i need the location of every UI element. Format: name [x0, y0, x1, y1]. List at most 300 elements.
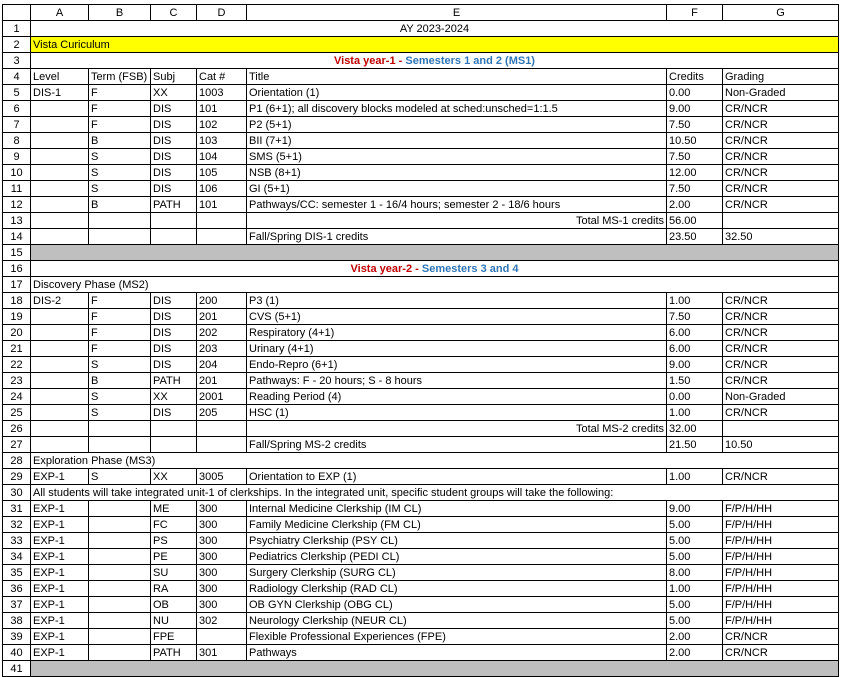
- cell[interactable]: GI (5+1): [247, 181, 667, 197]
- cell[interactable]: 2.00: [667, 197, 723, 213]
- row-header[interactable]: 27: [3, 437, 31, 453]
- cell[interactable]: 2.00: [667, 629, 723, 645]
- table-row: [3, 645, 839, 661]
- cell[interactable]: F: [89, 85, 151, 101]
- row-header[interactable]: 13: [3, 213, 31, 229]
- cell[interactable]: Family Medicine Clerkship (FM CL): [247, 517, 667, 533]
- row-header[interactable]: 16: [3, 261, 31, 277]
- curriculum-banner[interactable]: Vista Curiculum: [31, 37, 839, 53]
- cell[interactable]: EXP-1: [31, 581, 89, 597]
- cell[interactable]: [89, 437, 151, 453]
- cell[interactable]: DIS: [151, 101, 197, 117]
- row-header[interactable]: 7: [3, 117, 31, 133]
- cell[interactable]: Urinary (4+1): [247, 341, 667, 357]
- row-header[interactable]: 41: [3, 661, 31, 677]
- select-all-corner[interactable]: [3, 5, 31, 21]
- ms1-fallspring-label[interactable]: Fall/Spring DIS-1 credits: [247, 229, 667, 245]
- cell[interactable]: B: [89, 373, 151, 389]
- cell[interactable]: 1.00: [667, 469, 723, 485]
- cell[interactable]: XX: [151, 469, 197, 485]
- cell[interactable]: F: [89, 293, 151, 309]
- cell[interactable]: F: [89, 325, 151, 341]
- cell[interactable]: 205: [197, 405, 247, 421]
- cell[interactable]: EXP-1: [31, 517, 89, 533]
- cell[interactable]: [31, 421, 89, 437]
- row-header[interactable]: 40: [3, 645, 31, 661]
- cell[interactable]: HSC (1): [247, 405, 667, 421]
- cell[interactable]: 201: [197, 309, 247, 325]
- cell[interactable]: EXP-1: [31, 533, 89, 549]
- cell[interactable]: Orientation (1): [247, 85, 667, 101]
- cell[interactable]: NSB (8+1): [247, 165, 667, 181]
- cell[interactable]: [89, 421, 151, 437]
- cell[interactable]: EXP-1: [31, 597, 89, 613]
- cell[interactable]: 104: [197, 149, 247, 165]
- cell[interactable]: SMS (5+1): [247, 149, 667, 165]
- cell[interactable]: Reading Period (4): [247, 389, 667, 405]
- row-header[interactable]: 39: [3, 629, 31, 645]
- cell[interactable]: [89, 533, 151, 549]
- cell[interactable]: [31, 325, 89, 341]
- header-grading[interactable]: Grading: [723, 69, 839, 85]
- ms1-total-label[interactable]: Total MS-1 credits: [247, 213, 667, 229]
- cell[interactable]: 300: [197, 501, 247, 517]
- cell[interactable]: 301: [197, 645, 247, 661]
- cell[interactable]: [31, 357, 89, 373]
- cell[interactable]: [197, 229, 247, 245]
- header-title[interactable]: Title: [247, 69, 667, 85]
- cell[interactable]: 7.50: [667, 117, 723, 133]
- cell[interactable]: [89, 549, 151, 565]
- cell[interactable]: 6.00: [667, 325, 723, 341]
- cell[interactable]: 7.50: [667, 181, 723, 197]
- cell[interactable]: F/P/H/HH: [723, 613, 839, 629]
- cell[interactable]: RA: [151, 581, 197, 597]
- cell[interactable]: DIS: [151, 133, 197, 149]
- cell[interactable]: Endo-Repro (6+1): [247, 357, 667, 373]
- cell[interactable]: 101: [197, 101, 247, 117]
- table-row: [3, 357, 839, 373]
- cell[interactable]: 7.50: [667, 149, 723, 165]
- ms1-fall-credits[interactable]: 23.50: [667, 229, 723, 245]
- cell[interactable]: [151, 437, 197, 453]
- row-header[interactable]: 32: [3, 517, 31, 533]
- row-header[interactable]: 28: [3, 453, 31, 469]
- cell[interactable]: 300: [197, 533, 247, 549]
- ms2-fallspring-label[interactable]: Fall/Spring MS-2 credits: [247, 437, 667, 453]
- cell[interactable]: DIS: [151, 293, 197, 309]
- cell[interactable]: 1.00: [667, 293, 723, 309]
- cell[interactable]: EXP-1: [31, 469, 89, 485]
- cell[interactable]: PATH: [151, 645, 197, 661]
- cell[interactable]: S: [89, 405, 151, 421]
- table-row: [3, 117, 839, 133]
- integrated-unit-note[interactable]: All students will take integrated unit-1 of clerkships. In the integrated unit, specific student groups will take the following:: [31, 485, 839, 501]
- cell[interactable]: CR/NCR: [723, 197, 839, 213]
- cell[interactable]: [31, 149, 89, 165]
- cell[interactable]: S: [89, 469, 151, 485]
- cell[interactable]: CR/NCR: [723, 373, 839, 389]
- cell[interactable]: Pathways: [247, 645, 667, 661]
- row-header[interactable]: 24: [3, 389, 31, 405]
- cell[interactable]: DIS: [151, 325, 197, 341]
- row-header[interactable]: 21: [3, 341, 31, 357]
- row-header[interactable]: 20: [3, 325, 31, 341]
- cell[interactable]: DIS: [151, 165, 197, 181]
- cell[interactable]: [31, 341, 89, 357]
- total-row: [3, 213, 839, 229]
- row-header[interactable]: 30: [3, 485, 31, 501]
- cell[interactable]: 5.00: [667, 549, 723, 565]
- ms1-spring-credits[interactable]: 32.50: [723, 229, 839, 245]
- cell[interactable]: EXP-1: [31, 549, 89, 565]
- cell[interactable]: BII (7+1): [247, 133, 667, 149]
- row-header[interactable]: 5: [3, 85, 31, 101]
- cell[interactable]: [31, 197, 89, 213]
- cell[interactable]: Non-Graded: [723, 389, 839, 405]
- cell[interactable]: [197, 421, 247, 437]
- cell[interactable]: F/P/H/HH: [723, 565, 839, 581]
- cell[interactable]: CR/NCR: [723, 357, 839, 373]
- column-header[interactable]: E: [247, 5, 667, 21]
- cell[interactable]: 202: [197, 325, 247, 341]
- row-header[interactable]: 15: [3, 245, 31, 261]
- cell[interactable]: P2 (5+1): [247, 117, 667, 133]
- cell[interactable]: P3 (1): [247, 293, 667, 309]
- column-header[interactable]: D: [197, 5, 247, 21]
- cell[interactable]: DIS: [151, 357, 197, 373]
- cell[interactable]: 300: [197, 549, 247, 565]
- column-header[interactable]: A: [31, 5, 89, 21]
- cell[interactable]: [89, 565, 151, 581]
- cell[interactable]: F: [89, 341, 151, 357]
- cell[interactable]: [89, 581, 151, 597]
- row-header[interactable]: 31: [3, 501, 31, 517]
- cell[interactable]: F: [89, 117, 151, 133]
- cell[interactable]: 2.00: [667, 645, 723, 661]
- cell[interactable]: S: [89, 149, 151, 165]
- year2-heading[interactable]: [31, 261, 839, 277]
- column-header[interactable]: F: [667, 5, 723, 21]
- cell[interactable]: OB GYN Clerkship (OBG CL): [247, 597, 667, 613]
- discovery-phase-heading[interactable]: Discovery Phase (MS2): [31, 277, 839, 293]
- cell[interactable]: DIS: [151, 341, 197, 357]
- cell[interactable]: [89, 213, 151, 229]
- cell[interactable]: Pathways: F - 20 hours; S - 8 hours: [247, 373, 667, 389]
- row-header[interactable]: 8: [3, 133, 31, 149]
- cell[interactable]: S: [89, 357, 151, 373]
- cell[interactable]: DIS: [151, 117, 197, 133]
- cell[interactable]: Surgery Clerkship (SURG CL): [247, 565, 667, 581]
- total-row: [3, 421, 839, 437]
- cell[interactable]: CR/NCR: [723, 101, 839, 117]
- row-header[interactable]: 35: [3, 565, 31, 581]
- cell[interactable]: F/P/H/HH: [723, 501, 839, 517]
- cell[interactable]: F/P/H/HH: [723, 549, 839, 565]
- cell[interactable]: CR/NCR: [723, 309, 839, 325]
- row-header[interactable]: 22: [3, 357, 31, 373]
- cell[interactable]: [31, 309, 89, 325]
- cell[interactable]: 5.00: [667, 517, 723, 533]
- cell[interactable]: 5.00: [667, 597, 723, 613]
- cell[interactable]: XX: [151, 389, 197, 405]
- cell[interactable]: Neurology Clerkship (NEUR CL): [247, 613, 667, 629]
- row-header[interactable]: 10: [3, 165, 31, 181]
- cell[interactable]: FPE: [151, 629, 197, 645]
- sheet-row: [3, 53, 839, 69]
- cell[interactable]: [89, 517, 151, 533]
- row-header[interactable]: 23: [3, 373, 31, 389]
- cell[interactable]: 7.50: [667, 309, 723, 325]
- row-header[interactable]: 37: [3, 597, 31, 613]
- year1-suffix: Semesters 1 and 2 (MS1): [405, 54, 535, 67]
- cell[interactable]: [723, 213, 839, 229]
- cell[interactable]: [89, 613, 151, 629]
- header-subj[interactable]: Subj: [151, 69, 197, 85]
- cell[interactable]: PS: [151, 533, 197, 549]
- row-header[interactable]: 17: [3, 277, 31, 293]
- cell[interactable]: [31, 133, 89, 149]
- cell[interactable]: S: [89, 389, 151, 405]
- column-header[interactable]: C: [151, 5, 197, 21]
- cell[interactable]: 5.00: [667, 613, 723, 629]
- row-header[interactable]: 6: [3, 101, 31, 117]
- cell[interactable]: F/P/H/HH: [723, 517, 839, 533]
- cell[interactable]: DIS: [151, 309, 197, 325]
- cell[interactable]: 8.00: [667, 565, 723, 581]
- ms1-total-value[interactable]: 56.00: [667, 213, 723, 229]
- cell[interactable]: Respiratory (4+1): [247, 325, 667, 341]
- cell[interactable]: [197, 437, 247, 453]
- cell[interactable]: 1.50: [667, 373, 723, 389]
- cell[interactable]: PE: [151, 549, 197, 565]
- cell[interactable]: 300: [197, 581, 247, 597]
- cell[interactable]: CR/NCR: [723, 341, 839, 357]
- cell[interactable]: Internal Medicine Clerkship (IM CL): [247, 501, 667, 517]
- row-header[interactable]: 4: [3, 69, 31, 85]
- cell[interactable]: 6.00: [667, 341, 723, 357]
- cell[interactable]: 5.00: [667, 533, 723, 549]
- header-term[interactable]: Term (FSB): [89, 69, 151, 85]
- cell[interactable]: 10.50: [667, 133, 723, 149]
- cell[interactable]: NU: [151, 613, 197, 629]
- cell[interactable]: 9.00: [667, 501, 723, 517]
- cell[interactable]: 201: [197, 373, 247, 389]
- cell[interactable]: 300: [197, 517, 247, 533]
- cell[interactable]: F/P/H/HH: [723, 581, 839, 597]
- header-credits[interactable]: Credits: [667, 69, 723, 85]
- ms2-total-label[interactable]: Total MS-2 credits: [247, 421, 667, 437]
- cell[interactable]: EXP-1: [31, 645, 89, 661]
- cell[interactable]: 9.00: [667, 101, 723, 117]
- cell[interactable]: F: [89, 309, 151, 325]
- column-header[interactable]: B: [89, 5, 151, 21]
- row-header[interactable]: 19: [3, 309, 31, 325]
- cell[interactable]: EXP-1: [31, 629, 89, 645]
- cell[interactable]: PATH: [151, 197, 197, 213]
- cell[interactable]: [31, 437, 89, 453]
- cell[interactable]: CR/NCR: [723, 165, 839, 181]
- row-header[interactable]: 26: [3, 421, 31, 437]
- cell[interactable]: [31, 373, 89, 389]
- cell[interactable]: DIS-2: [31, 293, 89, 309]
- cell[interactable]: CR/NCR: [723, 117, 839, 133]
- cell[interactable]: 1003: [197, 85, 247, 101]
- cell[interactable]: PATH: [151, 373, 197, 389]
- cell[interactable]: B: [89, 197, 151, 213]
- cell[interactable]: CR/NCR: [723, 149, 839, 165]
- cell[interactable]: 106: [197, 181, 247, 197]
- cell[interactable]: 102: [197, 117, 247, 133]
- cell[interactable]: F/P/H/HH: [723, 533, 839, 549]
- cell[interactable]: 300: [197, 597, 247, 613]
- cell[interactable]: 203: [197, 341, 247, 357]
- cell[interactable]: CR/NCR: [723, 181, 839, 197]
- cell[interactable]: [197, 629, 247, 645]
- row-header[interactable]: 29: [3, 469, 31, 485]
- table-row: [3, 197, 839, 213]
- cell[interactable]: S: [89, 181, 151, 197]
- cell[interactable]: EXP-1: [31, 501, 89, 517]
- cell[interactable]: 302: [197, 613, 247, 629]
- header-row: [3, 69, 839, 85]
- cell[interactable]: CR/NCR: [723, 469, 839, 485]
- cell[interactable]: [31, 405, 89, 421]
- cell[interactable]: B: [89, 133, 151, 149]
- cell[interactable]: CR/NCR: [723, 325, 839, 341]
- cell[interactable]: [89, 629, 151, 645]
- table-row: [3, 101, 839, 117]
- cell[interactable]: [89, 501, 151, 517]
- table-row: [3, 549, 839, 565]
- cell[interactable]: [31, 229, 89, 245]
- row-header[interactable]: 33: [3, 533, 31, 549]
- cell[interactable]: CR/NCR: [723, 133, 839, 149]
- sheet-row: [3, 485, 839, 501]
- cell[interactable]: F/P/H/HH: [723, 597, 839, 613]
- cell[interactable]: 101: [197, 197, 247, 213]
- cell[interactable]: Pathways/CC: semester 1 - 16/4 hours; semester 2 - 18/6 hours: [247, 197, 667, 213]
- row-header[interactable]: 14: [3, 229, 31, 245]
- row-header[interactable]: 9: [3, 149, 31, 165]
- cell[interactable]: 12.00: [667, 165, 723, 181]
- cell[interactable]: [31, 181, 89, 197]
- row-header[interactable]: 38: [3, 613, 31, 629]
- sheet-title[interactable]: AY 2023-2024: [31, 21, 839, 37]
- ms2-total-value[interactable]: 32.00: [667, 421, 723, 437]
- row-header[interactable]: 18: [3, 293, 31, 309]
- header-cat[interactable]: Cat #: [197, 69, 247, 85]
- cell[interactable]: [31, 101, 89, 117]
- subtotal-row: [3, 437, 839, 453]
- row-header[interactable]: 1: [3, 21, 31, 37]
- cell[interactable]: CR/NCR: [723, 405, 839, 421]
- cell[interactable]: Radiology Clerkship (RAD CL): [247, 581, 667, 597]
- cell[interactable]: 2001: [197, 389, 247, 405]
- cell[interactable]: 204: [197, 357, 247, 373]
- table-row: [3, 341, 839, 357]
- cell[interactable]: [31, 165, 89, 181]
- cell[interactable]: S: [89, 165, 151, 181]
- row-header[interactable]: 2: [3, 37, 31, 53]
- cell[interactable]: CR/NCR: [723, 629, 839, 645]
- table-row: [3, 293, 839, 309]
- cell[interactable]: DIS: [151, 405, 197, 421]
- cell[interactable]: SU: [151, 565, 197, 581]
- ms2-fall-credits[interactable]: 21.50: [667, 437, 723, 453]
- cell[interactable]: 1.00: [667, 581, 723, 597]
- separator-row: [3, 245, 839, 261]
- row-header[interactable]: 36: [3, 581, 31, 597]
- cell[interactable]: F: [89, 101, 151, 117]
- cell[interactable]: DIS: [151, 149, 197, 165]
- cell[interactable]: [723, 421, 839, 437]
- row-header[interactable]: 12: [3, 197, 31, 213]
- cell[interactable]: 103: [197, 133, 247, 149]
- cell[interactable]: [31, 213, 89, 229]
- cell[interactable]: Pediatrics Clerkship (PEDI CL): [247, 549, 667, 565]
- cell[interactable]: [151, 421, 197, 437]
- cell[interactable]: [89, 645, 151, 661]
- cell[interactable]: 200: [197, 293, 247, 309]
- cell[interactable]: [89, 597, 151, 613]
- cell[interactable]: Psychiatry Clerkship (PSY CL): [247, 533, 667, 549]
- cell[interactable]: Non-Graded: [723, 85, 839, 101]
- cell[interactable]: 3005: [197, 469, 247, 485]
- cell[interactable]: [197, 213, 247, 229]
- row-header[interactable]: 25: [3, 405, 31, 421]
- cell[interactable]: EXP-1: [31, 565, 89, 581]
- row-header[interactable]: 11: [3, 181, 31, 197]
- gray-separator[interactable]: [31, 661, 839, 677]
- cell[interactable]: P1 (6+1); all discovery blocks modeled at sched:unsched=1:1.5: [247, 101, 667, 117]
- ms2-spring-credits[interactable]: 10.50: [723, 437, 839, 453]
- exploration-phase-heading[interactable]: Exploration Phase (MS3): [31, 453, 839, 469]
- cell[interactable]: 300: [197, 565, 247, 581]
- cell[interactable]: [31, 117, 89, 133]
- cell[interactable]: [151, 229, 197, 245]
- cell[interactable]: [31, 389, 89, 405]
- header-level[interactable]: Level: [31, 69, 89, 85]
- column-header[interactable]: G: [723, 5, 839, 21]
- row-header[interactable]: 34: [3, 549, 31, 565]
- gray-separator[interactable]: [31, 245, 839, 261]
- cell[interactable]: CR/NCR: [723, 293, 839, 309]
- cell[interactable]: ME: [151, 501, 197, 517]
- cell[interactable]: 1.00: [667, 405, 723, 421]
- cell[interactable]: DIS-1: [31, 85, 89, 101]
- cell[interactable]: [151, 213, 197, 229]
- cell[interactable]: 0.00: [667, 389, 723, 405]
- cell[interactable]: [89, 229, 151, 245]
- year2-suffix: Semesters 3 and 4: [421, 262, 519, 275]
- cell[interactable]: Flexible Professional Experiences (FPE): [247, 629, 667, 645]
- cell[interactable]: DIS: [151, 181, 197, 197]
- cell[interactable]: FC: [151, 517, 197, 533]
- cell[interactable]: XX: [151, 85, 197, 101]
- cell[interactable]: 9.00: [667, 357, 723, 373]
- cell[interactable]: Orientation to EXP (1): [247, 469, 667, 485]
- cell[interactable]: CVS (5+1): [247, 309, 667, 325]
- cell[interactable]: OB: [151, 597, 197, 613]
- cell[interactable]: CR/NCR: [723, 645, 839, 661]
- table-row: [3, 325, 839, 341]
- cell[interactable]: 105: [197, 165, 247, 181]
- row-header[interactable]: 3: [3, 53, 31, 69]
- year1-heading[interactable]: [31, 53, 839, 69]
- cell[interactable]: 0.00: [667, 85, 723, 101]
- cell[interactable]: EXP-1: [31, 613, 89, 629]
